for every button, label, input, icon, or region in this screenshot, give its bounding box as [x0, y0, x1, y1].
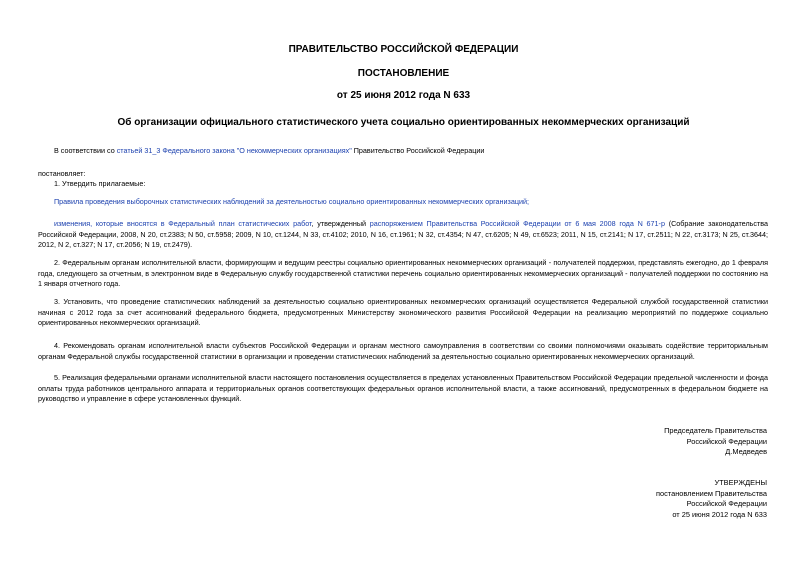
rules-link[interactable]: Правила проведения выборочных статистических наблюдений за деятельностью социально ориентированных некоммерческих организаций; — [54, 197, 529, 206]
signature-position: Председатель Правительства — [664, 426, 767, 435]
item-1: 1. Утвердить прилагаемые: — [54, 179, 146, 188]
item-4: 4. Рекомендовать органам исполнительной власти субъектов Российской Федерации и органам местного самоуправления в соответствии со своими полномочиями оказывать содействие территориальным органам Федеральной службы государственной статистики в организации и проведении статистических наблюдений за деятельностью социально ориентированных некоммерческих организаций. — [38, 341, 768, 361]
approval-block — [507, 478, 767, 520]
item-5: 5. Реализация федеральными органами исполнительной власти настоящего постановления осуществляется в пределах установленных Правительством Российской Федерации предельной численности и фонда оплаты труда работников центрального аппарата и территориальных органов соответствующих федеральных органов исполнительной власти, а также ассигнований, предусмотренных в федеральном бюджете на руководство и управление в сфере установленных функций. — [38, 373, 768, 403]
intro-prefix: В соответствии со — [54, 146, 117, 155]
intro-suffix: Правительство Российской Федерации — [351, 146, 485, 155]
document-title: Об организации официального статистического учета социально ориентированных некоммерческих организаций — [117, 117, 690, 128]
approval-date-number: от 25 июня 2012 года N 633 — [672, 509, 767, 519]
intro-paragraph — [38, 146, 768, 157]
signature-country: Российской Федерации — [686, 436, 767, 446]
issuer-heading: ПРАВИТЕЛЬСТВО РОССИЙСКОЙ ФЕДЕРАЦИИ — [288, 44, 519, 55]
government-order-link[interactable]: распоряжением Правительства Российской Федерации от 6 мая 2008 года N 671-р — [369, 219, 665, 228]
approval-by: постановлением Правительства — [656, 488, 767, 498]
changes-paragraph — [38, 219, 768, 251]
signature-name: Д.Медведев — [725, 447, 767, 456]
changes-mid: , утвержденный — [311, 219, 370, 228]
law-article-link[interactable]: статьей 31_3 Федерального закона "О некоммерческих организациях" — [116, 146, 352, 155]
changes-link[interactable]: изменения, которые вносятся в Федеральный план статистических работ — [54, 219, 312, 228]
item-3: 3. Установить, что проведение статистических наблюдений за деятельностью социально ориентированных некоммерческих организаций осуществляется Федеральной службой государственной статистики начиная с 2012 года за счет ассигнований федерального бюджета, предусмотренных Министерству экономического развития Российской Федерации на реализацию мероприятий по поддержке социально ориентированных некоммерческих организаций. — [38, 297, 768, 327]
approval-title: УТВЕРЖДЕНЫ — [714, 478, 767, 487]
changes-tail: (Собрание законодательства Российской Федерации, 2008, N 20, ст.2383; N 50, ст.5958; 2009, N 10, ст.1244, N 33, ст.4102; 2010, N 16, ст.1961; N 32, ст.4354; N 47, ст.6205; N 49, ст.6523; 2011, N 15, ст.2141; N 17, ст.2511; N 22, ст.3173; N 25, ст.3644; 2012, N 2, ст.327; N 17, ст.2056; N 19, ст.2479). — [38, 219, 769, 249]
document-date-number: от 25 июня 2012 года N 633 — [336, 90, 471, 101]
approval-country: Российской Федерации — [686, 499, 767, 508]
document-type: ПОСТАНОВЛЕНИЕ — [357, 68, 450, 79]
item-2: 2. Федеральным органам исполнительной власти, формирующим и ведущим реестры социально ориентированных некоммерческих организаций - получателей поддержки, представлять ежегодно, до 1 февраля года, следующего за отчетным, в электронном виде в Федеральную службу государственной статистики перечень социально ориентированных некоммерческих организаций - получателей поддержки по состоянию на 1 января отчетного года. — [38, 258, 768, 288]
rules-link-paragraph — [38, 197, 768, 208]
decree-word: постановляет: — [38, 169, 86, 178]
signature-block — [507, 426, 767, 458]
